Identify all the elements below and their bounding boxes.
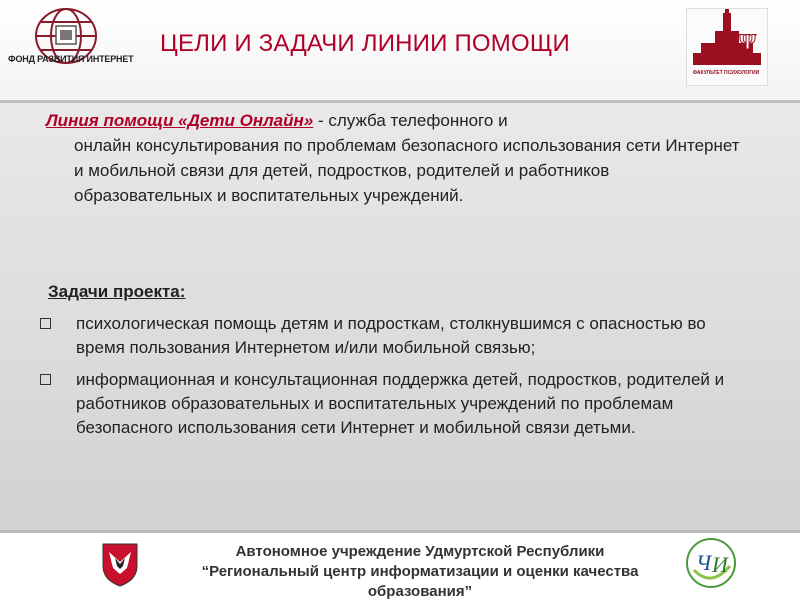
intro-text-first: служба телефонного и bbox=[328, 111, 508, 130]
task-text: информационная и консультационная поддержка детей, подростков, родителей и работников образовательных и воспитательных учреждений по проблемам безопасного использования сети Интернет и мобильной связи детьми. bbox=[76, 370, 725, 437]
left-logo-caption: ФОНД РАЗВИТИЯ ИНТЕРНЕТ bbox=[8, 54, 134, 64]
footer-line-1: Автономное учреждение Удмуртской Республики bbox=[235, 543, 605, 560]
footer-line-2: “Региональный центр информатизации и оценки качества образования” bbox=[201, 563, 639, 600]
footer-organization bbox=[150, 542, 690, 602]
helpline-name: Линия помощи «Дети Онлайн» bbox=[46, 111, 314, 130]
list-item bbox=[36, 312, 746, 360]
tasks-list bbox=[36, 312, 746, 448]
svg-text:Ч: Ч bbox=[696, 550, 712, 575]
tasks-heading: Задачи проекта: bbox=[48, 282, 186, 301]
university-building-icon bbox=[687, 9, 767, 71]
intro-dash: - bbox=[313, 111, 329, 130]
udmurtia-emblem-icon bbox=[95, 538, 145, 588]
rcioko-logo-icon bbox=[684, 536, 738, 590]
checkbox-bullet-icon bbox=[40, 318, 51, 329]
page-title: ЦЕЛИ И ЗАДАЧИ ЛИНИИ ПОМОЩИ bbox=[160, 30, 570, 57]
svg-text:Ψ: Ψ bbox=[739, 29, 757, 54]
divider bbox=[0, 100, 800, 103]
svg-text:И: И bbox=[712, 552, 728, 577]
task-text: психологическая помощь детям и подросткам, столкнувшимся с опасностью во время пользования Интернетом и/или мобильной связью; bbox=[76, 314, 706, 357]
list-item bbox=[36, 368, 746, 440]
intro-paragraph bbox=[46, 108, 746, 208]
globe-logo-icon bbox=[6, 6, 134, 86]
checkbox-bullet-icon bbox=[40, 374, 51, 385]
right-logo-caption: ФАКУЛЬТЕТ ПСИХОЛОГИИ bbox=[692, 70, 760, 76]
intro-text-rest: онлайн консультирования по проблемам безопасного использования сети Интернет и мобильной связи для детей, подростков, родителей и работников образовательных и воспитательных учреждений. bbox=[74, 136, 740, 205]
